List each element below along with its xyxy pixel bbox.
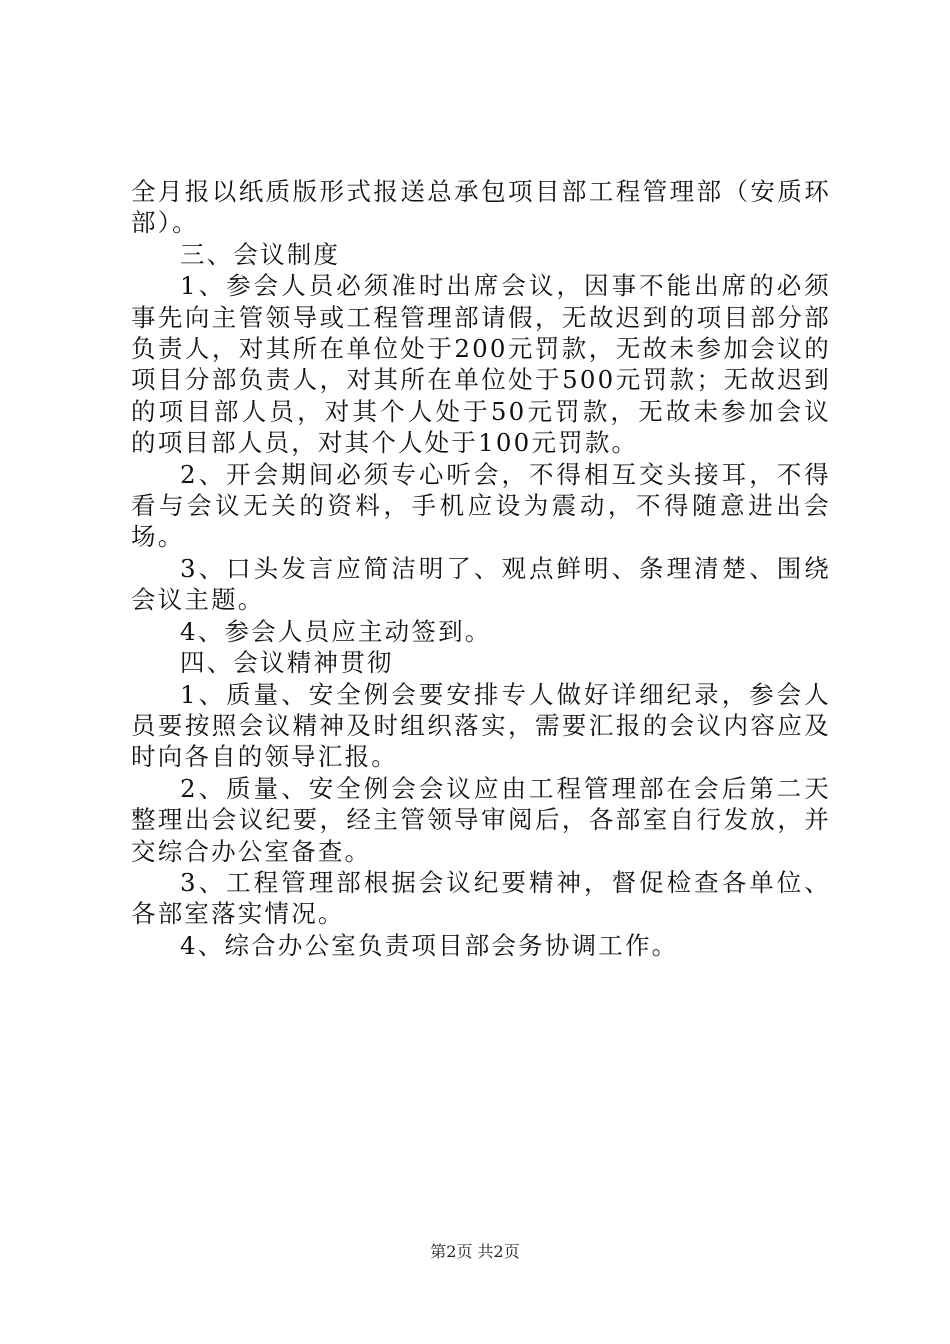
document-body bbox=[131, 176, 831, 961]
implementation-item-minutes: 2、质量、安全例会会议应由工程管理部在会后第二天整理出会议纪要，经主管领导审阅后，各部室自行发放，并交综合办公室备查。 bbox=[131, 773, 831, 866]
rule-item-speaking: 3、口头发言应简洁明了、观点鲜明、条理清楚、围绕会议主题。 bbox=[131, 553, 831, 615]
rule-item-attendance: 1、参会人员必须准时出席会议，因事不能出席的必须事先向主管领导或工程管理部请假，无故迟到的项目部分部负责人，对其所在单位处于200元罚款，无故未参加会议的项目分部负责人，对其所在单位处于500元罚款；无故迟到的项目部人员，对其个人处于50元罚款，无故未参加会议的项目部人员，对其个人处于100元罚款。 bbox=[131, 271, 831, 458]
section-heading-implementation: 四、会议精神贯彻 bbox=[180, 648, 394, 678]
implementation-item-records: 1、质量、安全例会要安排专人做好详细纪录，参会人员要按照会议精神及时组织落实，需要汇报的会议内容应及时向各自的领导汇报。 bbox=[131, 679, 831, 772]
section-heading-meeting-rules: 三、会议制度 bbox=[180, 239, 341, 269]
paragraph-continuation: 全月报以纸质版形式报送总承包项目部工程管理部（安质环部）。 bbox=[131, 177, 831, 238]
implementation-item-supervision: 3、工程管理部根据会议纪要精神，督促检查各单位、各部室落实情况。 bbox=[131, 867, 831, 929]
rule-item-discipline: 2、开会期间必须专心听会，不得相互交头接耳，不得看与会议无关的资料，手机应设为震动，不得随意进出会场。 bbox=[131, 459, 831, 552]
implementation-item-coordination: 4、综合办公室负责项目部会务协调工作。 bbox=[180, 930, 679, 960]
rule-item-sign-in: 4、参会人员应主动签到。 bbox=[180, 616, 492, 646]
page-number-footer: 第2页 共2页 bbox=[430, 1242, 520, 1261]
